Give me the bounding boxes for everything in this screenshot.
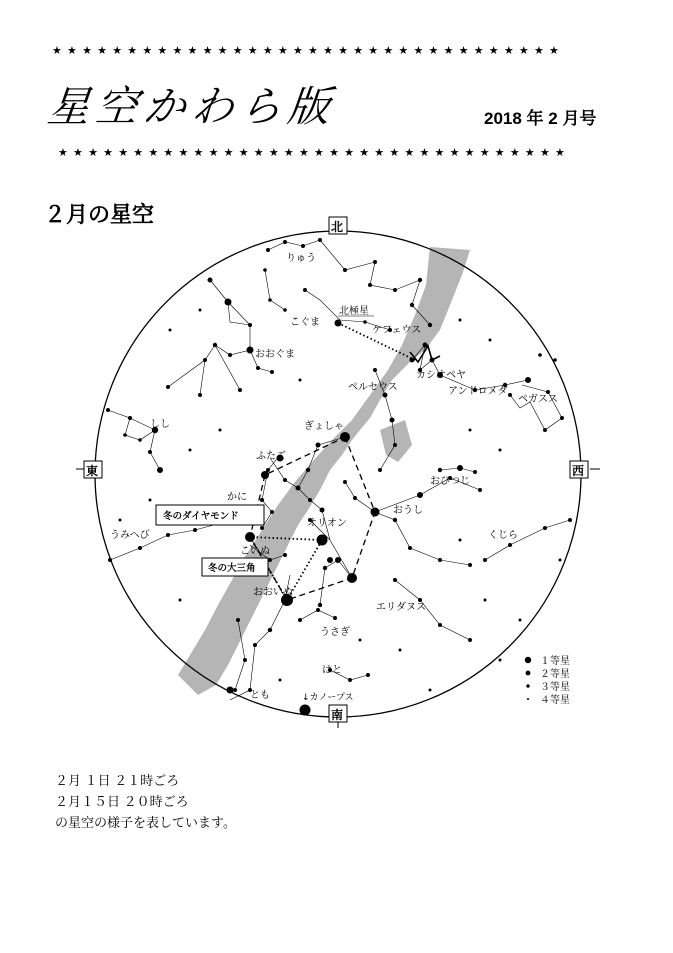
label-andromeda: アンドロメダ	[448, 386, 508, 397]
label-cassiopeia: カシオペヤ	[416, 370, 466, 381]
note-line-3: の星空の様子を表しています。	[55, 815, 236, 830]
newsletter-title: 星空かわら版	[45, 82, 339, 131]
issue-date: 2018 年 2 月号	[484, 109, 597, 128]
label-koinu: こいぬ	[240, 546, 270, 557]
label-eridanus: エリダヌス	[376, 602, 426, 613]
label-ohitsuji: おひつじ	[430, 476, 470, 487]
label-ooinu: おおいぬ	[253, 587, 293, 598]
triangle-label: 冬の大三角	[208, 563, 256, 574]
north-label: 北	[331, 220, 344, 234]
magnitude-legend	[525, 654, 570, 706]
diamond-label: 冬のダイヤモンド	[163, 511, 239, 522]
note-line-1: ２月 １日 ２１時ごろ	[55, 773, 180, 788]
south-label: 南	[331, 708, 344, 722]
stars-border-top: ★★★★★★★★★★★★★★★★★★★★★★★★★★★★★★★★★★	[52, 44, 565, 57]
note-line-2: ２月１５日 ２０時ごろ	[55, 794, 189, 809]
west-label: 西	[572, 464, 585, 478]
east-label: 東	[86, 464, 99, 478]
label-gyosha: ぎょしゃ	[304, 421, 344, 432]
label-tomo: とも	[250, 690, 270, 701]
chart-notes	[55, 770, 236, 833]
label-orion: オリオン	[307, 518, 347, 529]
label-ryuu: りゅう	[286, 253, 316, 264]
legend-mag3: ３等星	[540, 682, 570, 693]
horizon-circle	[95, 231, 581, 717]
section-heading: ２月の星空	[44, 202, 155, 227]
label-polaris: 北極星	[339, 306, 369, 317]
label-pegasus: ペガスス	[518, 394, 558, 405]
label-oushi: おうし	[393, 505, 423, 516]
stars-border-bottom: ★★★★★★★★★★★★★★★★★★★★★★★★★★★★★★★★★★	[58, 146, 571, 159]
label-perseus: ペルセウス	[348, 382, 398, 393]
legend-mag4: ４等星	[540, 695, 570, 706]
label-koguma: こぐま	[290, 317, 320, 328]
label-futago: ふたご	[256, 451, 286, 462]
label-usagi: うさぎ	[320, 627, 350, 638]
label-shishi: しし	[150, 419, 170, 430]
label-ooguma: おおぐま	[255, 349, 295, 360]
label-kujira: くじら	[488, 530, 518, 541]
legend-mag1: １等星	[540, 656, 570, 667]
label-kefeusu: ケフェウス	[372, 325, 422, 336]
milky-way-knot	[380, 420, 412, 462]
label-kani: かに	[227, 492, 247, 503]
label-canopus: ↓カノープス	[302, 693, 354, 703]
legend-mag2: ２等星	[540, 669, 570, 680]
label-umihebi: うみへび	[110, 530, 150, 541]
label-hato: はと	[322, 665, 342, 676]
